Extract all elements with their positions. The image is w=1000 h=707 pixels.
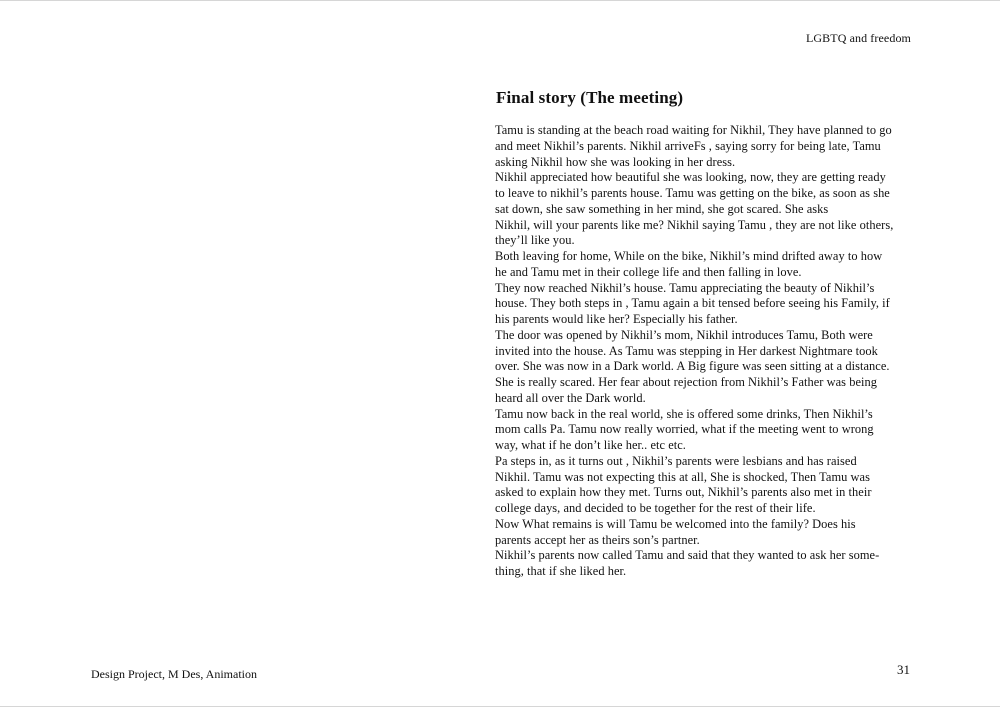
story-title: Final story (The meeting) — [496, 88, 684, 107]
story-line: they’ll like you. — [495, 233, 575, 248]
story-line: he and Tamu met in their college life and then falling in love. — [495, 264, 802, 279]
footer-course-label: Design Project, M Des, Animation — [91, 667, 257, 681]
story-line: Tamu is standing at the beach road waiting for Nikhil, They have planned to go — [495, 123, 892, 137]
story-line: his parents would like her? Especially his father. — [495, 312, 738, 326]
story-line: Nikhil’s parents now called Tamu and said that they wanted to ask her some- — [495, 548, 880, 563]
story-line: Tamu now back in the real world, she is offered some drinks, Then Nikhil’s — [495, 406, 873, 421]
story-line: The door was opened by Nikhil’s mom, Nikhil introduces Tamu, Both were — [495, 327, 873, 342]
page-number: 31 — [897, 662, 910, 677]
story-line: heard all over the Dark world. — [495, 390, 646, 405]
story-line: invited into the house. As Tamu was stepping in Her darkest Nightmare took — [495, 343, 878, 358]
story-line: sat down, she saw something in her mind, she got scared. She asks — [495, 201, 829, 216]
story-line: thing, that if she liked her. — [495, 564, 627, 578]
story-body — [495, 123, 917, 580]
story-line: and meet Nikhil’s parents. Nikhil arriveFs , saying sorry for being late, Tamu — [495, 138, 881, 153]
story-line: She is really scared. Her fear about rejection from Nikhil’s Father was being — [495, 375, 877, 389]
story-line: to leave to nikhil’s parents house. Tamu was getting on the bike, as soon as she — [495, 186, 890, 200]
story-line: house. They both steps in , Tamu again a bit tensed before seeing his Family, if — [495, 296, 890, 311]
story-line: over. She was now in a Dark world. A Big figure was seen sitting at a distance. — [495, 359, 890, 374]
story-line: They now reached Nikhil’s house. Tamu appreciating the beauty of Nikhil’s — [495, 280, 875, 295]
story-line: Nikhil. Tamu was not expecting this at all, She is shocked, Then Tamu was — [495, 469, 870, 484]
story-line: Now What remains is will Tamu be welcomed into the family? Does his — [495, 516, 856, 531]
story-line: Nikhil appreciated how beautiful she was looking, now, they are getting ready — [495, 170, 886, 185]
story-line: way, what if he don’t like her.. etc etc. — [495, 438, 686, 452]
story-line: parents accept her as theirs son’s partner. — [495, 532, 700, 547]
story-line: Pa steps in, as it turns out , Nikhil’s parents were lesbians and has raised — [495, 453, 857, 468]
story-line: mom calls Pa. Tamu now really worried, what if the meeting went to wrong — [495, 422, 874, 437]
story-line: college days, and decided to be together for the rest of their life. — [495, 501, 816, 515]
story-line: asking Nikhil how she was looking in her dress. — [495, 154, 736, 169]
story-line: asked to explain how they met. Turns out, Nikhil’s parents also met in their — [495, 485, 872, 500]
story-line: Both leaving for home, While on the bike, Nikhil’s mind drifted away to how — [495, 249, 883, 263]
story-line: Nikhil, will your parents like me? Nikhil saying Tamu , they are not like others, — [495, 217, 894, 232]
running-header: LGBTQ and freedom — [805, 31, 911, 45]
